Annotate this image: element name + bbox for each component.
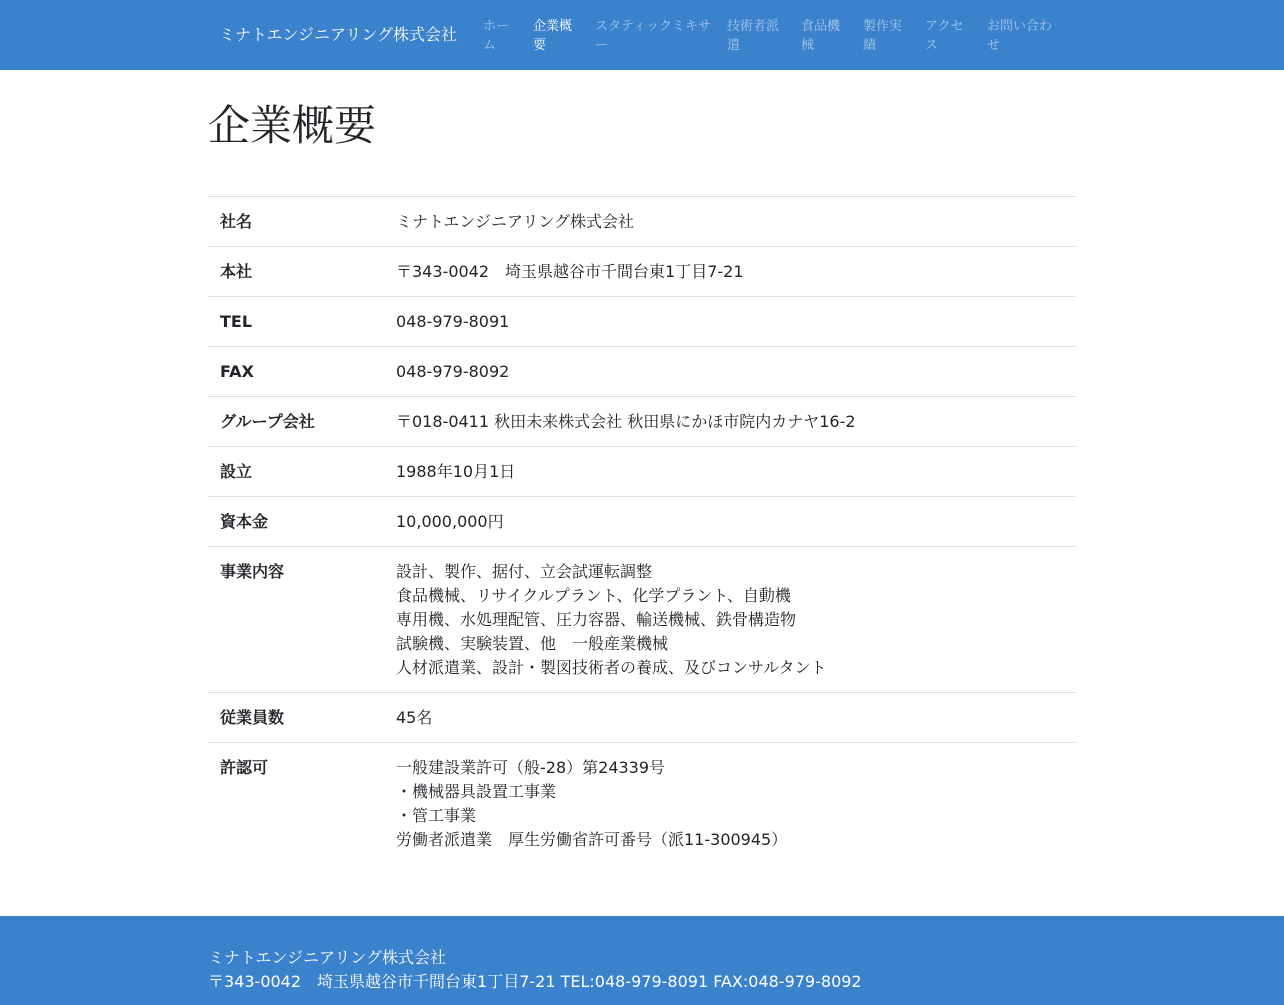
top-navbar xyxy=(0,0,1284,70)
nav-link-company-overview-line1: 企業概 xyxy=(533,19,573,34)
nav-link-static-mixer-line1: スタティックミキサ xyxy=(595,19,711,34)
nav-link-static-mixer[interactable] xyxy=(595,17,711,55)
nav-link-home-line2: ム xyxy=(483,38,497,53)
nav-link-static-mixer-line2: ー xyxy=(595,38,609,53)
table-row xyxy=(208,743,1076,865)
row-value-line: 1988年10月1日 xyxy=(396,462,516,481)
table-row xyxy=(208,197,1076,247)
table-row xyxy=(208,347,1076,397)
row-value xyxy=(384,347,1076,397)
nav-link-contact[interactable] xyxy=(987,17,1052,55)
table-row xyxy=(208,297,1076,347)
row-value-line: 10,000,000円 xyxy=(396,512,504,531)
row-value-line: 人材派遣業、設計・製図技術者の養成、及びコンサルタント xyxy=(396,658,827,677)
table-row xyxy=(208,547,1076,693)
row-label: FAX xyxy=(208,347,384,397)
row-value-line: ミナトエンジニアリング株式会社 xyxy=(396,212,635,231)
table-row xyxy=(208,247,1076,297)
site-footer xyxy=(0,916,1284,1005)
row-value-line: 一般建設業許可（般-28）第24339号 xyxy=(396,758,666,777)
row-value-line: 専用機、水処理配管、圧力容器、輸送機械、鉄骨構造物 xyxy=(396,610,797,629)
page-title: 企業概要 xyxy=(208,101,377,150)
table-row xyxy=(208,397,1076,447)
nav-link-access-line2: ス xyxy=(925,38,939,53)
row-value-line: 〒343-0042 埼玉県越谷市千間台東1丁目7-21 xyxy=(396,262,744,281)
row-value-line: 〒018-0411 秋田未来株式会社 秋田県にかほ市院内カナヤ16-2 xyxy=(396,412,856,431)
row-value-line: ・管工事業 xyxy=(396,806,477,825)
row-label: 従業員数 xyxy=(208,693,384,743)
nav-link-company-overview[interactable] xyxy=(533,17,572,55)
nav-link-food-machinery-line1: 食品機 xyxy=(801,19,841,34)
row-value xyxy=(384,197,1076,247)
nav-link-contact-line2: せ xyxy=(987,38,1001,53)
row-label: 許認可 xyxy=(208,743,384,865)
nav-link-access-line1: アクセ xyxy=(925,19,964,34)
row-value xyxy=(384,447,1076,497)
row-value-line: 048-979-8091 xyxy=(396,312,510,331)
row-label: グループ会社 xyxy=(208,397,384,447)
row-value-line: 048-979-8092 xyxy=(396,362,510,381)
row-label: 本社 xyxy=(208,247,384,297)
row-value xyxy=(384,397,1076,447)
row-label: 事業内容 xyxy=(208,547,384,693)
row-label: 設立 xyxy=(208,447,384,497)
row-value xyxy=(384,547,1076,693)
nav-link-production-record[interactable] xyxy=(863,17,902,55)
row-label: TEL xyxy=(208,297,384,347)
nav-link-production-record-line2: 績 xyxy=(863,38,877,53)
brand-link[interactable]: ミナトエンジニアリング株式会社 xyxy=(219,25,458,44)
table-row xyxy=(208,693,1076,743)
nav-link-food-machinery[interactable] xyxy=(801,17,840,55)
row-value-line: 労働者派遣業 厚生労働省許可番号（派11-300945） xyxy=(396,830,788,849)
nav-link-food-machinery-line2: 械 xyxy=(801,38,815,53)
row-value-line: 食品機械、リサイクルプラント、化学プラント、自動機 xyxy=(396,586,791,605)
nav-link-engineer-dispatch[interactable] xyxy=(727,17,779,55)
nav-link-home-line1: ホー xyxy=(483,19,510,34)
row-value xyxy=(384,743,1076,865)
nav-link-engineer-dispatch-line2: 遣 xyxy=(727,38,741,53)
row-value xyxy=(384,497,1076,547)
footer-company-name: ミナトエンジニアリング株式会社 xyxy=(208,948,447,967)
row-label: 社名 xyxy=(208,197,384,247)
row-value xyxy=(384,247,1076,297)
row-value-line: 45名 xyxy=(396,708,433,727)
nav-link-production-record-line1: 製作実 xyxy=(863,19,903,34)
nav-link-access[interactable] xyxy=(925,17,964,55)
nav-link-contact-line1: お問い合わ xyxy=(987,19,1053,34)
company-info-table xyxy=(208,196,1076,864)
row-value xyxy=(384,297,1076,347)
row-value-line: 設計、製作、据付、立会試運転調整 xyxy=(396,562,653,581)
table-row xyxy=(208,447,1076,497)
row-label: 資本金 xyxy=(208,497,384,547)
table-row xyxy=(208,497,1076,547)
footer-content xyxy=(208,946,862,994)
footer-address: 〒343-0042 埼玉県越谷市千間台東1丁目7-21 TEL:048-979-8091 FAX:048-979-8092 xyxy=(208,972,862,991)
nav-link-company-overview-line2: 要 xyxy=(533,38,547,53)
nav-link-home[interactable] xyxy=(483,17,509,55)
nav-link-engineer-dispatch-line1: 技術者派 xyxy=(727,19,780,34)
row-value xyxy=(384,693,1076,743)
row-value-line: ・機械器具設置工事業 xyxy=(396,782,557,801)
row-value-line: 試験機、実験装置、他 一般産業機械 xyxy=(396,634,669,653)
